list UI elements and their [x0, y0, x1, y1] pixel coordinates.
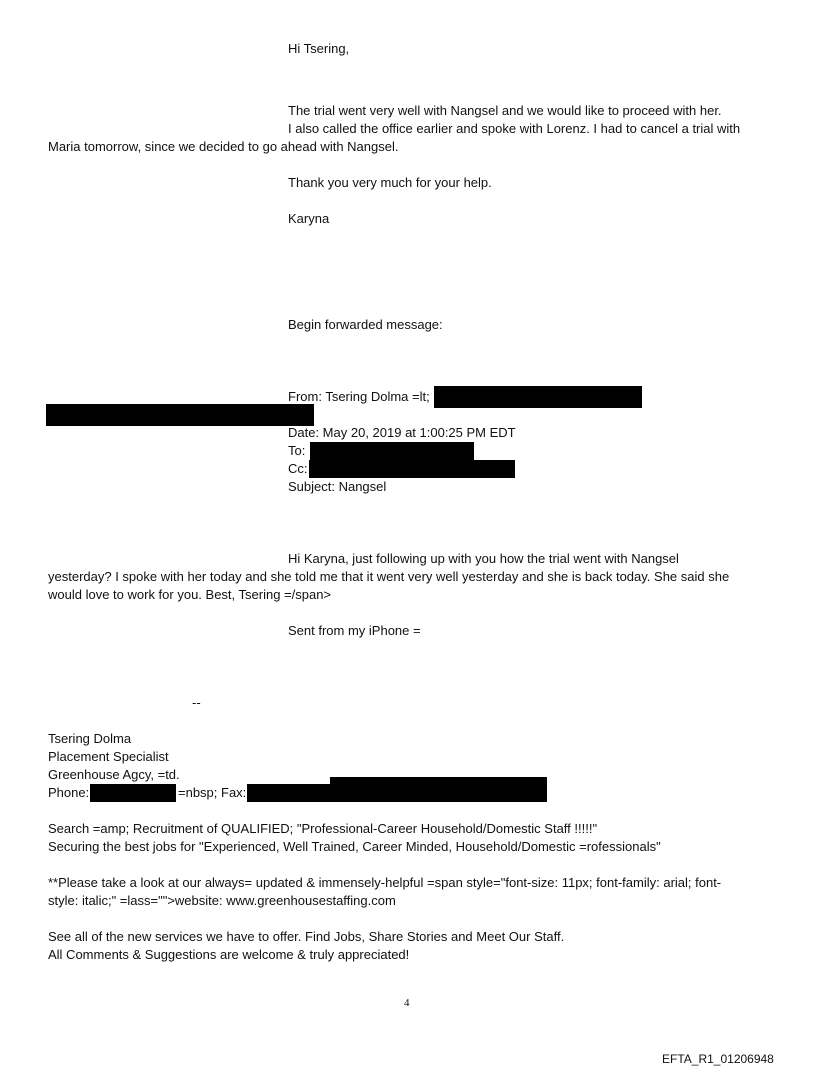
comments-line: All Comments & Suggestions are welcome & truly appreciated!: [48, 947, 410, 962]
redaction-to: [310, 442, 474, 460]
bates-number: EFTA_R1_01206948: [662, 1052, 774, 1066]
sig-name: Tsering Dolma: [48, 731, 132, 746]
reply-line-3: Maria tomorrow, since we decided to go ahead with Nangsel.: [48, 139, 399, 154]
header-from: From: Tsering Dolma =lt;: [288, 389, 430, 404]
sig-phone-label: Phone:: [48, 785, 90, 800]
securing-line: Securing the best jobs for "Experienced, Well Trained, Career Minded, Household/Domestic =rofessionals": [48, 839, 661, 854]
header-subject: Subject: Nangsel: [288, 479, 387, 494]
please-line-2: style: italic;" =lass="">website: www.greenhousestaffing.com: [48, 893, 396, 908]
header-to: To:: [288, 443, 306, 458]
redaction-from-email-continued: [46, 404, 314, 426]
redaction-phone: [90, 784, 176, 802]
please-line-1: **Please take a look at our always= updated & immensely-helpful =span style="font-size: 11px; font-family: arial; font-: [48, 875, 722, 890]
forwarded-line-1: Hi Karyna, just following up with you how the trial went with Nangsel: [288, 551, 679, 566]
page-number: 4: [404, 997, 410, 1009]
sig-company: Greenhouse Agcy, =td.: [48, 767, 180, 782]
redaction-fax-top: [330, 777, 547, 787]
redaction-cc: [309, 460, 515, 478]
forward-intro: Begin forwarded message:: [288, 317, 443, 332]
signature-separator: --: [192, 695, 201, 710]
reply-thanks: Thank you very much for your help.: [288, 175, 492, 190]
header-date: Date: May 20, 2019 at 1:00:25 PM EDT: [288, 425, 516, 440]
redaction-from-email: [434, 386, 642, 408]
reply-signature: Karyna: [288, 211, 330, 226]
services-line: See all of the new services we have to offer. Find Jobs, Share Stories and Meet Our Staff.: [48, 929, 565, 944]
forwarded-line-3: would love to work for you. Best, Tsering =/span>: [48, 587, 332, 602]
sig-title: Placement Specialist: [48, 749, 169, 764]
reply-greeting: Hi Tsering,: [288, 41, 350, 56]
forwarded-line-2: yesterday? I spoke with her today and she told me that it went very well yesterday and she is back today. She said she: [48, 569, 730, 584]
reply-line-2: I also called the office earlier and spoke with Lorenz. I had to cancel a trial with: [288, 121, 741, 136]
header-cc: Cc:: [288, 461, 308, 476]
reply-line-1: The trial went very well with Nangsel and we would like to proceed with her.: [288, 103, 722, 118]
sig-fax-label: =nbsp; Fax:: [178, 785, 247, 800]
sent-from-iphone: Sent from my iPhone =: [288, 623, 421, 638]
search-line: Search =amp; Recruitment of QUALIFIED; "Professional-Career Household/Domestic Staff !!!!!": [48, 821, 598, 836]
